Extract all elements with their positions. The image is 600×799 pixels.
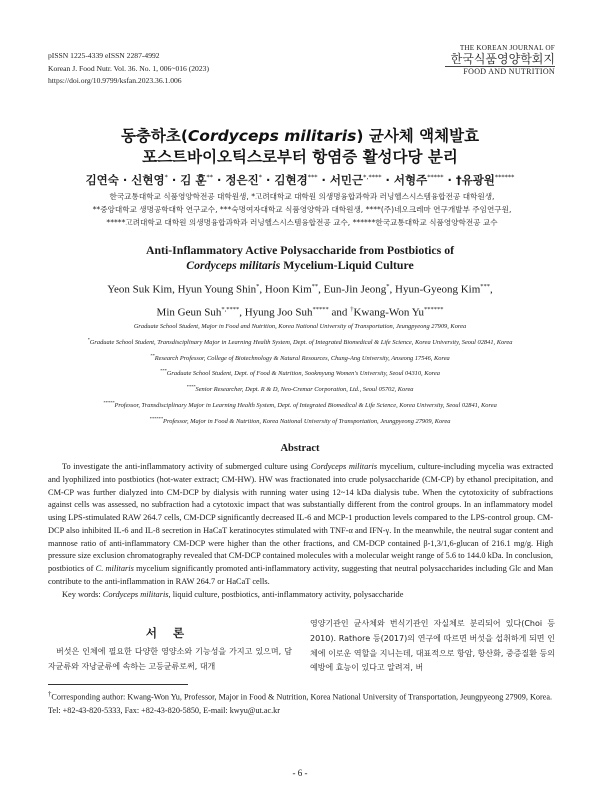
title-english [0, 243, 600, 273]
abstract-heading: Abstract [280, 443, 320, 454]
authors-english [0, 277, 600, 322]
author-ko: 김 훈** [180, 173, 213, 187]
author-ko: 서형주***** [393, 173, 444, 187]
journal-logo [445, 44, 555, 76]
intro-right-text: 영양기관인 균사체와 번식기관인 자실체로 분리되어 있다(Choi 등 2010). Rathore 등(2017)의 연구에 따르면 버섯을 섭취하게 되면 인체에 이로운 역할을 지니는데, 대표적으로 항암, 항산화, 중증질환 등의 예방에 효능이 있다고 알려져, 버 [310, 619, 555, 673]
affiliations-english [30, 318, 570, 429]
journal-name-en-bottom: FOOD AND NUTRITION [445, 66, 555, 76]
issn-line: pISSN 1225-4339 eISSN 2287-4992 [48, 51, 160, 60]
footnote-divider [48, 684, 188, 685]
authors-en-line2: Min Geun Suh*,****, Hyung Joo Suh***** and †Kwang-Won Yu****** [156, 305, 444, 319]
title-en-line2: Cordyceps militaris Mycelium-Liquid Culture [186, 258, 414, 272]
title-ko-line1: 동충하초(Cordyceps militaris) 균사체 액체발효 [120, 127, 480, 145]
affiliation-en-line: *Graduate School Student, Transdisciplinary Major in Learning Health System, Dept. of Integrated Biomedical & Life Science, Korea University, Seoul 02841, Korea [87, 336, 513, 346]
journal-name-en-top: THE KOREAN JOURNAL OF [459, 44, 555, 52]
affiliation-en-line: ***Graduate School Student, Dept. of Food & Nutrition, Sookmyung Women's University, Seoul 04310, Korea [160, 368, 440, 378]
author-ko: 김연숙 [85, 173, 119, 187]
author-ko: †유광원****** [455, 173, 515, 187]
intro-left-text: 버섯은 인체에 필요한 다양한 영양소와 기능성을 가지고 있으며, 담자균류와 자낭균류에 속하는 고등균류로써, 대개 [48, 647, 292, 671]
affiliations-korean [52, 190, 552, 229]
affiliation-en-line: Graduate School Student, Major in Food and Nutrition, Korea National University of Transportation, Jeungpyeong 27909, Korea [133, 323, 467, 331]
affiliation-en-line: ****Senior Researcher, Dept. R & D, Neo-Cremar Corporation, Ltd., Seoul 05702, Korea [186, 384, 414, 394]
affiliation-en-line: **Research Professor, College of Biotechnology & Natural Resources, Chung-Ang University, Anseong 17546, Korea [150, 352, 450, 362]
author-ko: 서민근*,**** [329, 173, 382, 187]
keywords: Key words: Cordyceps militaris, liquid culture, postbiotics, anti-inflammatory activity, polysaccharide [62, 589, 404, 599]
intro-left-column [48, 645, 292, 675]
corresponding-author-footnote: †Corresponding author: Kwang-Won Yu, Professor, Major in Food & Nutrition, Korea National University of Transportation, Jeungpyeong 27909, Korea. Tel: +82-43-820-5333, Fax: +82-43-820-5850, E-mail: kwyu@ut.ac.kr [48, 691, 552, 715]
journal-name-ko: 한국식품영양학회지 [450, 52, 555, 66]
abstract-paragraph: To investigate the anti-inflammatory activity of submerged culture using Cordyceps militaris mycelium, culture-including mycelia was extracted and lyophilized into postbiotics (hot-water extract; CM-HW). HW was fractionated into crude polysaccharide (CM-CP) by ethanol precipitation, and CM-CP was further dialyzed into CM-DCP by dialysis with running water using 12~14 kDa dialysis tube. When the cytotoxicity of subfractions against cells was assessed, no subfraction had a cytotoxic impact that was substantially different from the control groups. In an inflammatory model using LPS-stimulated RAW 264.7 cells, CM-DCP significantly decreased IL-6 and MCP-1 production levels compared to the LPS-control group. CM-DCP also inhibited IL-6 and IL-8 secretion in HaCaT keratinocytes stimulated with TNF-α and IFN-γ. In the meanwhile, the neutral sugar content and mannose ratio of anti-inflammatory CM-DCP were higher than the other fractions, and CM-DCP contained β-1,3/1,6-glucan of 216.1 mg/g. High pressure size exclusion chromatography revealed that CM-DCP contained molecules with a molecular weight range of 5.6 to 144.0 kDa. In conclusion, postbiotics of C. militaris mycelium significantly promoted anti-inflammatory activity, suggesting that neutral polysaccharides including Glc and Man contribute to the anti-inflammation in RAW 264.7 or HaCaT cells. [48, 462, 553, 586]
affiliation-ko-line: 한국교통대학교 식품영양학전공 대학원생, *고려대학교 대학원 의생명융합과학과 러닝헬스시스템융합전공 대학원생, [109, 192, 495, 201]
author-ko: 정은진* [225, 173, 262, 187]
title-en-line1: Anti-Inflammatory Active Polysaccharide from Postbiotics of [145, 243, 455, 257]
title-korean [0, 126, 600, 168]
intro-right-column [310, 617, 555, 676]
authors-en-line1: Yeon Suk Kim, Hyun Young Shin*, Hoon Kim**, Eun-Jin Jeong*, Hyun-Gyeong Kim***, [107, 283, 493, 296]
title-ko-line2: 포스트바이오틱스로부터 항염증 활성다당 분리 [142, 148, 458, 166]
affiliation-ko-line: **중앙대학교 생명공학대학 연구교수, ***숙명여자대학교 식품영양학과 대학원생, ****(주)네오크레마 연구개발부 주임연구원, [92, 205, 512, 214]
author-ko: 신현영* [131, 173, 168, 187]
doi-link[interactable]: https://doi.org/10.9799/ksfan.2023.36.1.006 [48, 76, 182, 85]
journal-meta [48, 50, 209, 88]
page-number: - 6 - [292, 768, 308, 778]
affiliation-en-line: *****Professor, Transdisciplinary Major in Learning Health System, Dept. of Integrated Biomedical & Life Science, Korea University, Seoul 02841, Korea [103, 400, 497, 410]
affiliation-en-line: ******Professor, Major in Food & Nutrition, Korea National University of Transportation, Jeungpyeong 27909, Korea [149, 415, 451, 426]
section-heading-intro: 서 론 [145, 626, 191, 640]
authors-korean: 김연숙 · 신현영* · 김 훈** · 정은진* · 김현경*** · 서민근*,**** · 서형주***** · †유광원****** [85, 173, 515, 187]
author-ko: 김현경*** [274, 173, 318, 187]
citation-line: Korean J. Food Nutr. Vol. 36. No. 1, 006~016 (2023) [48, 63, 209, 73]
abstract-body [48, 461, 553, 601]
affiliation-ko-line: *****고려대학교 대학원 의생명융합과학과 러닝헬스시스템융합전공 교수, ******한국교통대학교 식품영양학전공 교수 [106, 218, 498, 227]
